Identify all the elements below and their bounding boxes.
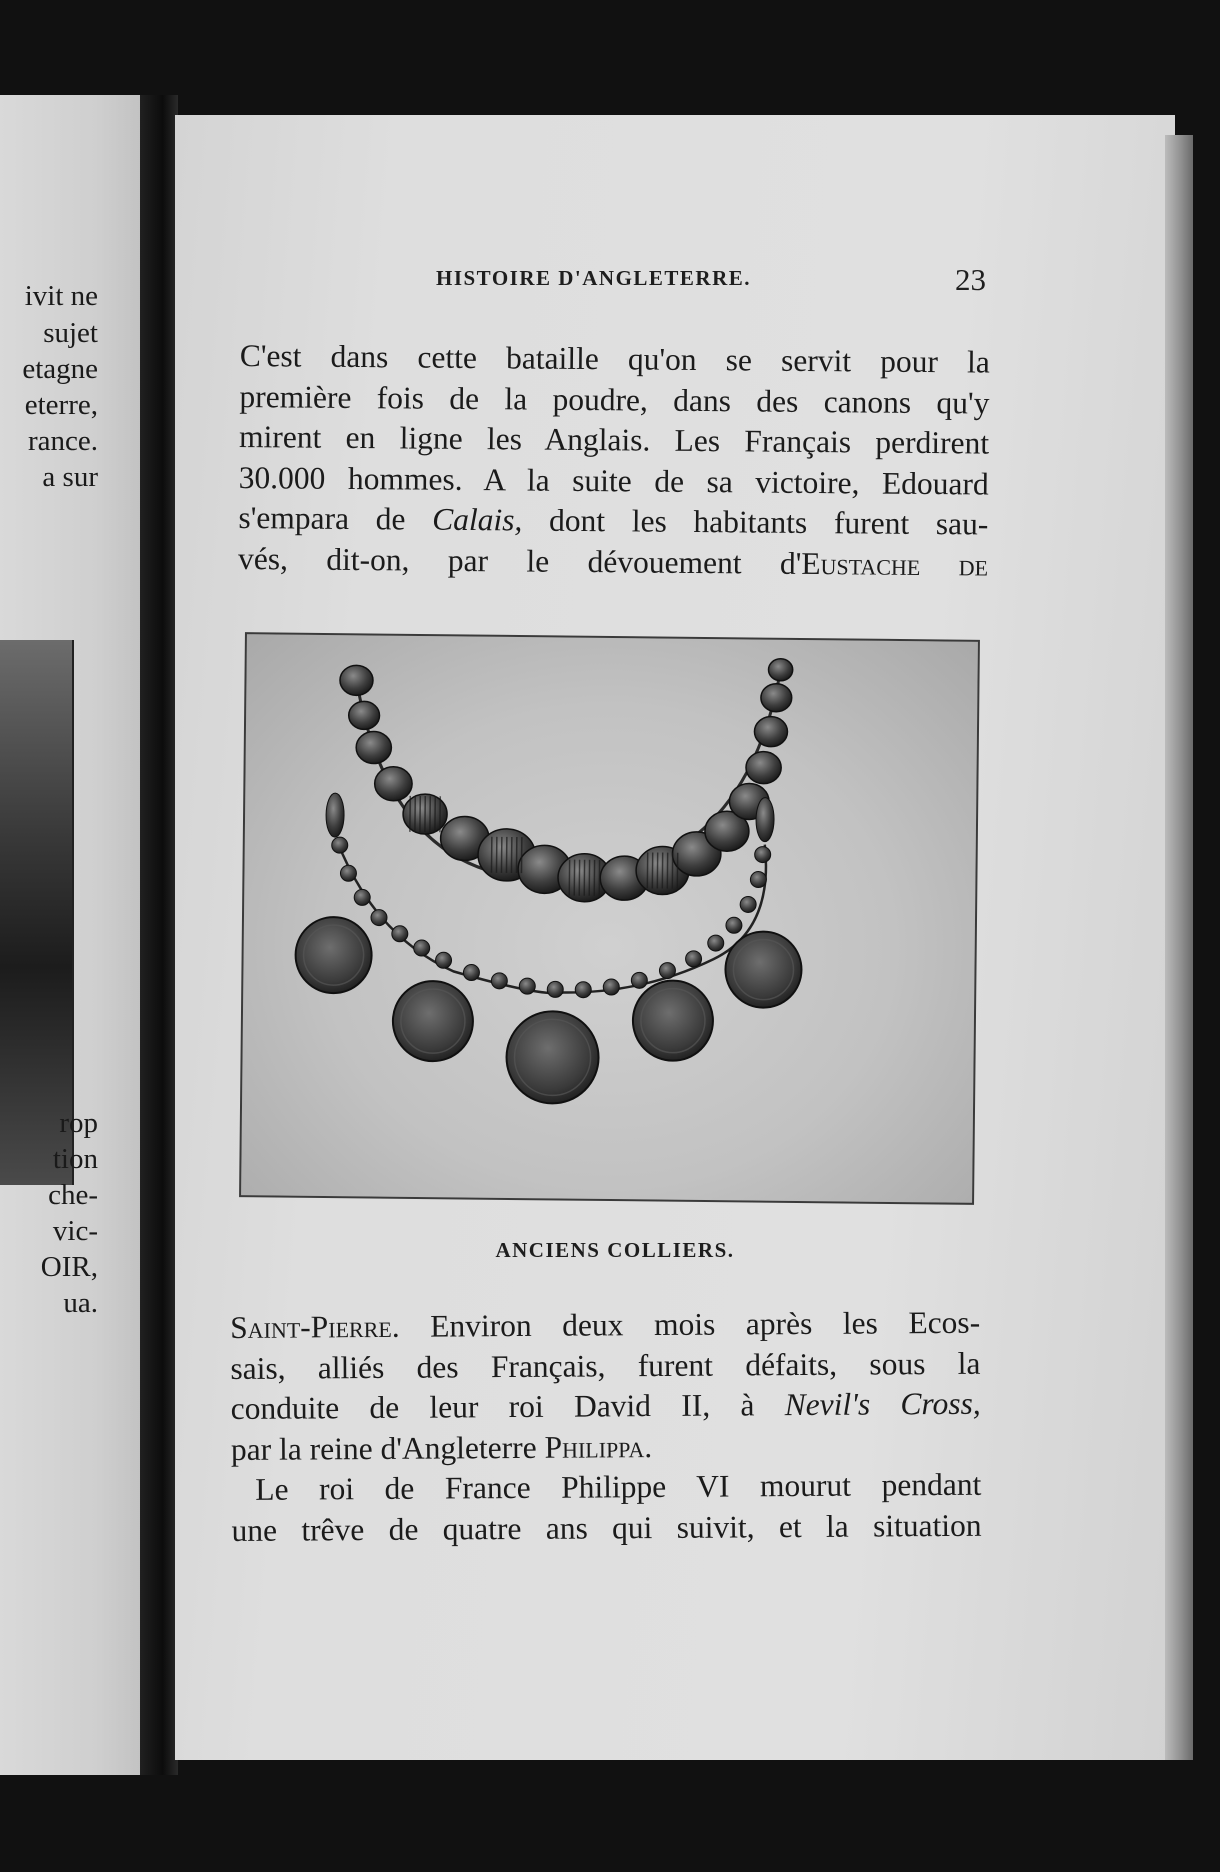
text-run: conduite de leur roi David II, à <box>230 1387 785 1426</box>
small-bead <box>435 952 451 968</box>
left-page-text-fragment: che- <box>48 1179 98 1211</box>
small-bead <box>463 964 479 980</box>
left-page-text-fragment: ua. <box>63 1287 98 1319</box>
text-line: première fois de la poudre, dans des canons qu'y <box>239 378 990 421</box>
text-line: Le roi de France Philippe VI mourut pendant <box>255 1466 982 1507</box>
small-bead <box>631 972 647 988</box>
previous-page-fragment <box>0 95 160 1775</box>
left-page-text-fragment: OIR, <box>40 1251 98 1283</box>
small-bead <box>750 871 766 887</box>
coin-pendant <box>633 980 714 1061</box>
drop-bead <box>756 798 774 842</box>
necklace-bead <box>746 751 782 783</box>
paragraph-1 <box>238 336 990 586</box>
text-run: s'empara de <box>238 499 433 537</box>
text-line <box>238 498 988 545</box>
page-number: 23 <box>955 262 986 297</box>
coin-pendant <box>725 931 802 1008</box>
necklaces-drawing <box>241 634 978 1203</box>
coin-pendant <box>392 981 473 1062</box>
necklace-bead <box>761 684 792 712</box>
text-run: vés, dit-on, par le dévouement d' <box>237 540 802 581</box>
coin-pendant <box>295 917 372 994</box>
left-page-text-fragment: a sur <box>42 461 98 493</box>
text-line: une trêve de quatre ans qui suivit, et la situation <box>231 1507 982 1548</box>
left-page-text-fragment: sujet <box>43 317 98 349</box>
text-line: C'est dans cette bataille qu'on se servit pour la <box>239 337 990 380</box>
text-line <box>238 538 988 585</box>
left-page-text-fragment: ivit ne <box>24 280 98 312</box>
book-gutter <box>140 95 178 1775</box>
text-run: dont les habitants furent sau- <box>522 502 989 542</box>
necklaces-illustration <box>239 632 980 1205</box>
smallcaps-person-name: Philippa. <box>544 1428 653 1465</box>
drop-bead <box>326 793 344 837</box>
text-run: Environ deux mois après les Ecos- <box>399 1304 981 1344</box>
small-bead <box>575 982 591 998</box>
small-bead <box>685 951 701 967</box>
paragraph-2 <box>230 1303 982 1551</box>
italic-place-name: Calais, <box>432 501 523 538</box>
text-line <box>231 1424 981 1470</box>
small-bead <box>755 847 771 863</box>
coin-pendant <box>506 1011 599 1104</box>
text-line: 30.000 hommes. A la suite de sa victoire, Edouard <box>238 459 989 502</box>
upper-bead-necklace <box>338 654 793 904</box>
necklace-bead <box>754 717 787 747</box>
small-bead <box>603 979 619 995</box>
figure-caption: ANCIENS COLLIERS. <box>495 1238 735 1262</box>
necklace-bead <box>768 659 792 681</box>
small-bead <box>354 889 370 905</box>
running-title: HISTOIRE D'ANGLETERRE. <box>436 266 752 290</box>
left-page-text-fragment: rop <box>59 1107 98 1139</box>
small-bead <box>340 865 356 881</box>
text-line <box>230 1303 980 1349</box>
small-bead <box>740 896 756 912</box>
smallcaps-person-name: Eustache de <box>801 545 989 583</box>
left-page-text-fragment: rance. <box>27 425 98 457</box>
running-header <box>266 262 986 302</box>
page-edge-shadow <box>1165 135 1193 1760</box>
small-bead <box>414 940 430 956</box>
smallcaps-person-name: Saint-Pierre. <box>230 1308 400 1345</box>
small-bead <box>371 910 387 926</box>
necklace-bead <box>375 767 413 801</box>
small-bead <box>332 837 348 853</box>
text-line: sais, alliés des Français, furent défaits, sous la <box>230 1345 981 1386</box>
small-bead <box>659 963 675 979</box>
small-bead <box>726 917 742 933</box>
left-page-text-fragment: eterre, <box>24 389 98 421</box>
necklace-bead <box>349 701 380 729</box>
necklace-bead <box>356 731 392 763</box>
left-page-text-fragment: tion <box>52 1143 98 1175</box>
text-line: mirent en ligne les Anglais. Les Français perdirent <box>238 418 990 461</box>
text-line <box>231 1384 981 1430</box>
left-page-photo <box>0 640 74 1185</box>
small-bead <box>519 978 535 994</box>
left-page-text-fragment: vic- <box>52 1215 98 1247</box>
left-page-text-fragment: etagne <box>22 353 98 385</box>
text-run: par la reine d'Angleterre <box>230 1429 545 1467</box>
small-bead <box>491 973 507 989</box>
small-bead <box>708 935 724 951</box>
italic-place-name: Nevil's Cross, <box>784 1385 981 1423</box>
small-bead <box>392 926 408 942</box>
necklace-bead <box>340 665 373 695</box>
small-bead <box>547 981 563 997</box>
